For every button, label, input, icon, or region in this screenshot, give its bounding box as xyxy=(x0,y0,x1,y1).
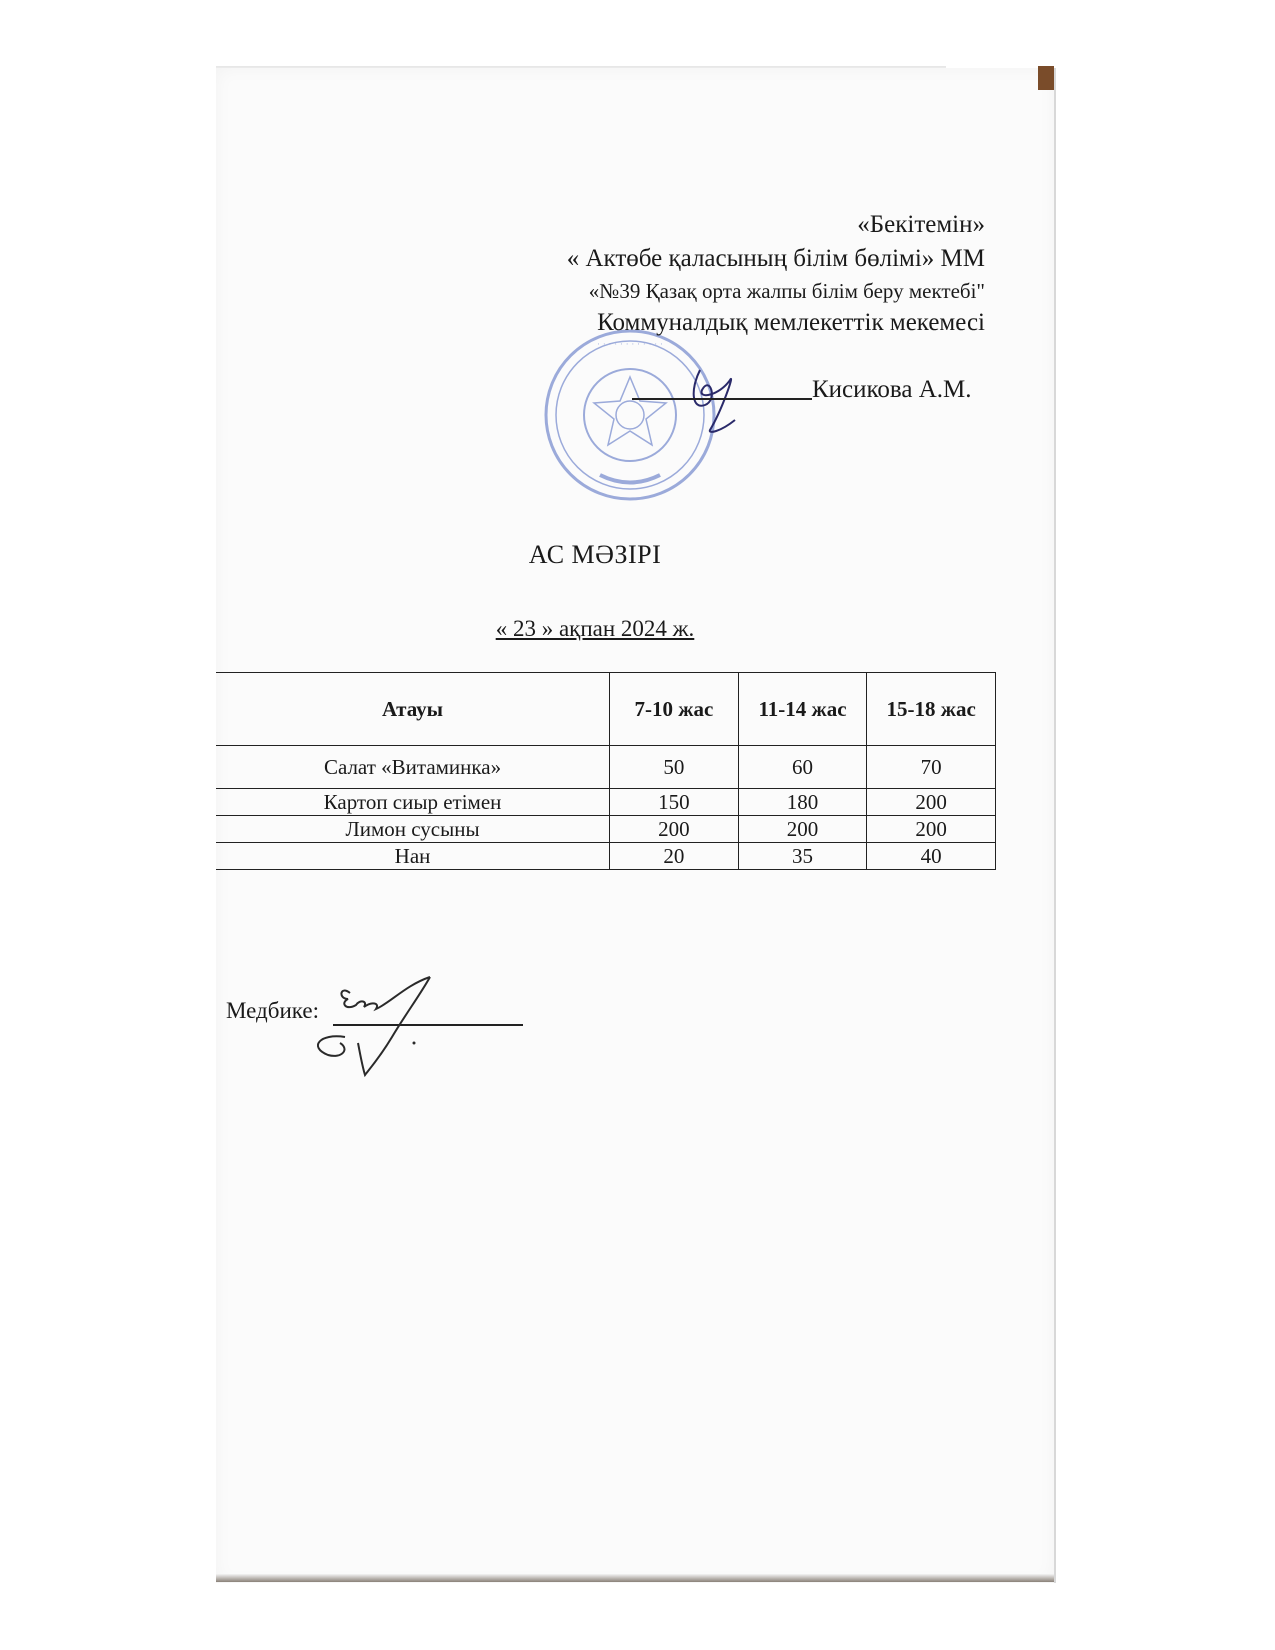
portion-11-14: 180 xyxy=(738,789,867,816)
portion-15-18: 40 xyxy=(867,843,996,870)
svg-text:· · · · · · · · · · · ·: · · · · · · · · · · · · xyxy=(597,340,663,350)
director-signature-line xyxy=(632,398,812,400)
nurse-label: Медбике: xyxy=(226,998,319,1023)
paper-bottom-edge xyxy=(216,1574,1054,1582)
approval-department: « Актөбе қаласының білім бөлімі» ММ xyxy=(566,245,985,272)
dish-name: Салат «Витаминка» xyxy=(216,746,610,789)
table-row xyxy=(216,789,996,816)
portion-15-18: 70 xyxy=(867,746,996,789)
portion-11-14: 60 xyxy=(738,746,867,789)
nurse-signature-icon xyxy=(310,975,450,1085)
paper-corner-tab xyxy=(1038,66,1054,90)
approval-institution-type: Коммуналдық мемлекеттік мекемесі xyxy=(597,309,985,336)
dish-name: Лимон сусыны xyxy=(216,816,610,843)
portion-11-14: 35 xyxy=(738,843,867,870)
table-row xyxy=(216,746,996,789)
table-header-row xyxy=(216,673,996,746)
header-age-11-14: 11-14 жас xyxy=(738,673,867,746)
director-signature-icon xyxy=(680,360,770,440)
table-row xyxy=(216,843,996,870)
portion-7-10: 200 xyxy=(610,816,739,843)
header-name: Атауы xyxy=(216,673,610,746)
document-date: « 23 » ақпан 2024 ж. xyxy=(495,616,695,641)
dish-name: Картоп сиыр етімен xyxy=(216,789,610,816)
menu-table xyxy=(216,672,996,870)
dish-name: Нан xyxy=(216,843,610,870)
approval-heading: «Бекітемін» xyxy=(857,211,985,238)
header-age-7-10: 7-10 жас xyxy=(610,673,739,746)
portion-11-14: 200 xyxy=(738,816,867,843)
approval-block xyxy=(567,208,985,340)
director-name: Кисикова А.М. xyxy=(812,376,972,403)
portion-7-10: 150 xyxy=(610,789,739,816)
document-title: АС МӘЗІРІ xyxy=(528,540,662,569)
header-age-15-18: 15-18 жас xyxy=(867,673,996,746)
table-row xyxy=(216,816,996,843)
portion-7-10: 20 xyxy=(610,843,739,870)
portion-15-18: 200 xyxy=(867,816,996,843)
approval-school: «№39 Қазақ орта жалпы білім беру мектебі" xyxy=(588,279,985,303)
portion-15-18: 200 xyxy=(867,789,996,816)
portion-7-10: 50 xyxy=(610,746,739,789)
